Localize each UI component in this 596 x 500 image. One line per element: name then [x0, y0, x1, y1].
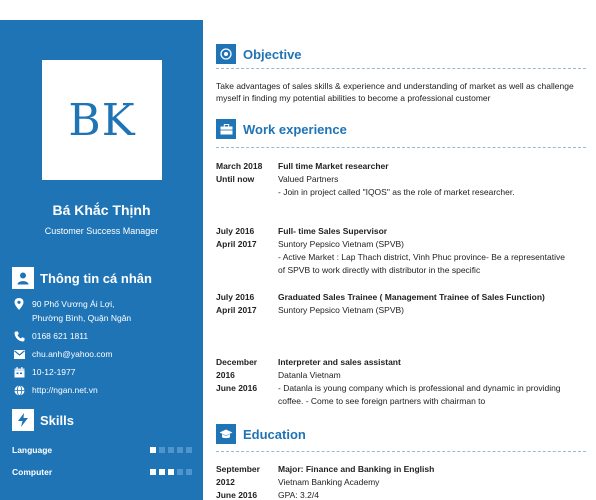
contact-phone-text[interactable]: 0168 621 1811 [32, 331, 89, 341]
education-entry-dates: September 2012 June 2016 [216, 464, 260, 500]
work-entry-title: Interpreter and sales assistant [278, 357, 401, 367]
work-entry-company: Suntory Pepsico Vietnam (SPVB) [278, 239, 404, 249]
skill-dot-filled [150, 447, 156, 453]
objective-text: Take advantages of sales skills & experience and understanding of market as well as challenge myself in finding my potential abilities to become a professional customer [216, 81, 574, 103]
work-entry [216, 291, 586, 317]
work-entry-description: - Active Market : Lap Thach district, Vinh Phuc province- Be a representative of SPVB to work directly with distributor in the specific [278, 252, 565, 275]
skill-dot-empty [186, 469, 192, 475]
objective-heading [216, 44, 586, 64]
skill-dot-filled [159, 469, 165, 475]
work-entry-title: Full- time Sales Supervisor [278, 226, 388, 236]
work-entry-company: Datanla Vietnam [278, 370, 341, 380]
contact-address [12, 297, 197, 325]
education-divider [216, 451, 586, 452]
work-entry-title: Full time Market researcher [278, 161, 389, 171]
education-title: Education [243, 426, 306, 442]
skill-computer-level [150, 469, 192, 475]
contact-address-text: 90 Phố Vương Ái Lợi, Phường Bình, Quận Ngân [32, 299, 132, 323]
work-entry-company: Suntory Pepsico Vietnam (SPVB) [278, 305, 404, 315]
work-divider [216, 147, 586, 148]
work-heading [216, 119, 586, 139]
work-entry-title: Graduated Sales Trainee ( Management Trainee of Sales Function) [278, 292, 545, 302]
sidebar [0, 20, 203, 500]
work-entry-dates: December 2016 June 2016 [216, 357, 258, 393]
lightning-icon [12, 409, 34, 431]
contact-email-text[interactable]: chu.anh@yahoo.com [32, 349, 113, 359]
skill-dot-empty [186, 447, 192, 453]
work-entry-description: - Datanla is young company which is professional and dynamic in providing coffee. - Come to see foreign partners with chairman to [278, 383, 561, 406]
envelope-icon [12, 347, 26, 361]
education-entry-title: Major: Finance and Banking in English [278, 464, 435, 474]
skill-dot-empty [159, 447, 165, 453]
profile-name: Bá Khắc Thịnh [52, 202, 151, 218]
graduation-cap-icon [216, 424, 236, 444]
skill-language-name: Language [12, 445, 53, 455]
contact-birthday-text: 10-12-1977 [32, 367, 76, 377]
skill-dot-filled [150, 469, 156, 475]
profile-role: Customer Success Manager [44, 226, 159, 236]
work-entry-company: Valued Partners [278, 174, 339, 184]
work-title: Work experience [243, 121, 347, 137]
work-entry [216, 225, 586, 277]
phone-icon [12, 329, 26, 343]
education-entry-school: Vietnam Banking Academy [278, 477, 380, 487]
contact-heading [12, 267, 152, 289]
briefcase-icon [216, 119, 236, 139]
calendar-icon [12, 365, 26, 379]
contact-heading-label: Thông tin cá nhân [40, 270, 152, 286]
avatar-monogram [42, 60, 162, 180]
work-entry-dates: July 2016 April 2017 [216, 226, 257, 249]
skills-heading [12, 409, 74, 431]
work-entry-dates: July 2016 April 2017 [216, 292, 257, 315]
work-entry-description: - Join in project called "IQOS" as the role of market researcher. [278, 187, 515, 197]
target-icon [216, 44, 236, 64]
education-heading [216, 424, 586, 444]
contact-birthday [12, 365, 197, 379]
skill-computer-name: Computer [12, 467, 53, 477]
work-entry-dates: March 2018 Until now [216, 161, 263, 184]
contact-website [12, 383, 197, 397]
map-pin-icon [12, 297, 26, 311]
skill-computer [12, 465, 192, 479]
skill-language [12, 443, 192, 457]
skill-dot-empty [168, 447, 174, 453]
skill-dot-empty [177, 469, 183, 475]
globe-icon [12, 383, 26, 397]
contact-list [12, 297, 197, 401]
skill-dot-empty [177, 447, 183, 453]
user-icon [12, 267, 34, 289]
skills-heading-label: Skills [40, 412, 74, 428]
skill-dot-filled [168, 469, 174, 475]
contact-website-text[interactable]: http://ngan.net.vn [32, 385, 98, 395]
work-entry [216, 356, 586, 408]
avatar-initials: BK [68, 94, 136, 146]
objective-title: Objective [243, 46, 302, 62]
work-entry [216, 160, 586, 199]
objective-divider [216, 68, 586, 69]
education-entry [216, 463, 586, 500]
skill-language-level [150, 447, 192, 453]
contact-email [12, 347, 197, 361]
contact-phone [12, 329, 197, 343]
education-entry-gpa: GPA: 3.2/4 [278, 490, 319, 500]
